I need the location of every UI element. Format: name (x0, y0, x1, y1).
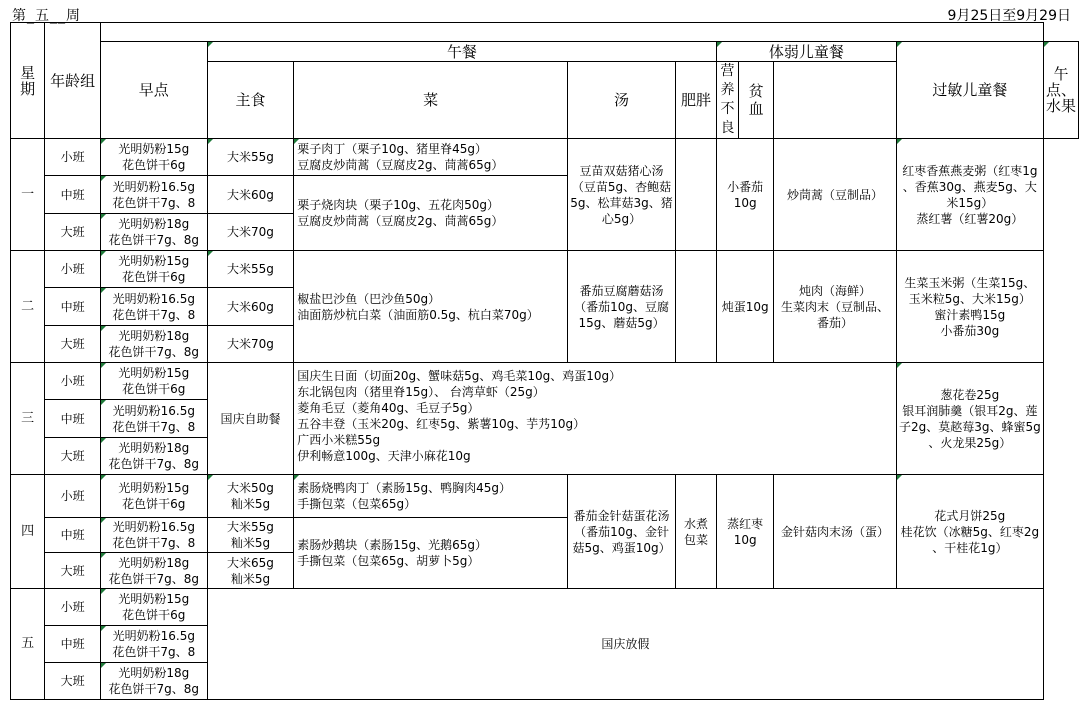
day-name: 五 (11, 589, 45, 700)
staple-cell: 大米55g (207, 139, 293, 176)
dish-cell: 素肠烧鸭肉丁（素肠15g、鸭胸肉45g） 手撕包菜（包菜65g） (294, 475, 568, 518)
age-group: 大班 (45, 214, 100, 251)
age-group: 中班 (45, 288, 100, 326)
age-group: 大班 (45, 663, 100, 700)
age-group: 中班 (45, 400, 100, 438)
staple-cell: 大米60g (207, 288, 293, 326)
breakfast-cell: 光明奶粉18g 花色饼干7g、8g (100, 326, 207, 363)
age-group: 小班 (45, 589, 100, 626)
staple-cell: 大米70g (207, 214, 293, 251)
col-allergy-meal: 过敏儿童餐 (896, 42, 1043, 139)
col-dish: 菜 (294, 62, 568, 139)
malnutrition-anemia-cell: 小番茄 10g (717, 139, 774, 251)
breakfast-cell: 光明奶粉18g 花色饼干7g、8g (100, 663, 207, 700)
day-name: 一 (11, 139, 45, 251)
day-name: 三 (11, 363, 45, 475)
dish-cell: 栗子肉丁（栗子10g、猪里脊45g） 豆腐皮炒茼蒿（豆腐皮2g、茼蒿65g） (294, 139, 568, 176)
dish-cell: 栗子烧肉块（栗子10g、五花肉50g） 豆腐皮炒茼蒿（豆腐皮2g、茼蒿65g） (294, 176, 568, 251)
obese-cell: 水煮 包菜 (676, 475, 717, 589)
col-lunch: 午餐 (207, 42, 716, 62)
snack-cell: 花式月饼25g 桂花饮（冰糖5g、红枣2g 、干桂花1g） (896, 475, 1043, 589)
dish-cell: 国庆生日面（切面20g、蟹味菇5g、鸡毛菜10g、鸡蛋10g） 东北锅包肉（猪里脊15g）、 台湾草虾（25g） 菱角毛豆（菱角40g、毛豆子5g） 五谷丰登（玉米20g、红枣5g、紫薯10g、芋艿10g） 广西小米糕55g 伊利畅意100g、天津小麻花10g (294, 363, 896, 475)
age-group: 中班 (45, 626, 100, 663)
age-group: 大班 (45, 438, 100, 475)
col-snack-fruit: 午点、水果 (1044, 42, 1079, 139)
breakfast-cell: 光明奶粉18g 花色饼干7g、8g (100, 438, 207, 475)
breakfast-cell: 光明奶粉15g 花色饼干6g (100, 363, 207, 400)
breakfast-cell: 光明奶粉16.5g 花色饼干7g、8 (100, 288, 207, 326)
day-name: 四 (11, 475, 45, 589)
obese-cell (676, 251, 717, 363)
holiday-cell: 国庆放假 (207, 589, 1043, 700)
breakfast-cell: 光明奶粉18g 花色饼干7g、8g (100, 214, 207, 251)
breakfast-cell: 光明奶粉16.5g 花色饼干7g、8 (100, 518, 207, 553)
sheet-header (0, 0, 1079, 24)
staple-cell: 大米60g (207, 176, 293, 214)
breakfast-cell: 光明奶粉16.5g 花色饼干7g、8 (100, 400, 207, 438)
age-group: 小班 (45, 251, 100, 288)
col-obese: 肥胖 (676, 62, 717, 139)
staple-cell: 大米50g 籼米5g (207, 475, 293, 518)
age-group: 中班 (45, 176, 100, 214)
malnutrition-anemia-cell: 炖蛋10g (717, 251, 774, 363)
snack-cell: 葱花卷25g 银耳润肺羹（银耳2g、莲 子2g、莫趑莓3g、蜂蜜5g 、火龙果25g） (896, 363, 1043, 475)
breakfast-cell: 光明奶粉15g 花色饼干6g (100, 589, 207, 626)
snack-cell: 红枣香蕉燕麦粥（红枣1g 、香蕉30g、燕麦5g、大 米15g） 蒸红薯（红薯20g） (896, 139, 1043, 251)
age-group: 中班 (45, 518, 100, 553)
obese-cell (676, 139, 717, 251)
breakfast-cell: 光明奶粉15g 花色饼干6g (100, 139, 207, 176)
age-group: 大班 (45, 326, 100, 363)
menu-table (10, 22, 1079, 700)
breakfast-cell: 光明奶粉16.5g 花色饼干7g、8 (100, 626, 207, 663)
dish-cell: 素肠炒鹅块（素肠15g、光鹅65g） 手撕包菜（包菜65g、胡萝卜5g） (294, 518, 568, 589)
soup-cell: 豆苗双菇猪心汤 （豆苗5g、杏鲍菇 5g、松茸菇3g、猪 心5g） (568, 139, 676, 251)
breakfast-cell: 光明奶粉16.5g 花色饼干7g、8 (100, 176, 207, 214)
allergy-cell: 金针菇肉末汤（蛋） (774, 475, 896, 589)
col-anemia: 贫 血 (738, 62, 773, 139)
allergy-cell: 炖肉（海鲜） 生菜肉末（豆制品、 番茄） (774, 251, 896, 363)
col-soup: 汤 (568, 62, 676, 139)
header-blank (100, 23, 1043, 42)
col-malnutrition: 营 养 不 良 (717, 62, 739, 139)
staple-cell: 大米70g (207, 326, 293, 363)
col-weak-meal: 体弱儿童餐 (717, 42, 897, 62)
snack-cell: 生菜玉米粥（生菜15g、 玉米粒5g、大米15g） 蜜汁素鸭15g 小番茄30g (896, 251, 1043, 363)
staple-cell: 大米65g 籼米5g (207, 553, 293, 589)
allergy-cell: 炒茼蒿（豆制品） (774, 139, 896, 251)
col-age-group: 年龄组 (45, 23, 100, 139)
breakfast-cell: 光明奶粉15g 花色饼干6g (100, 475, 207, 518)
soup-cell: 番茄金针菇蛋花汤 （番茄10g、金针 菇5g、鸡蛋10g） (568, 475, 676, 589)
date-range: 9月25日至9月29日 (947, 8, 1071, 24)
col-staple: 主食 (207, 62, 293, 139)
week-label: 第_五__周 (12, 8, 81, 24)
malnutrition-anemia-cell: 蒸红枣 10g (717, 475, 774, 589)
breakfast-cell: 光明奶粉15g 花色饼干6g (100, 251, 207, 288)
age-group: 小班 (45, 363, 100, 400)
age-group: 大班 (45, 553, 100, 589)
age-group: 小班 (45, 475, 100, 518)
col-breakfast: 早点 (100, 42, 207, 139)
soup-cell: 番茄豆腐蘑菇汤 （番茄10g、豆腐 15g、蘑菇5g） (568, 251, 676, 363)
staple-cell: 国庆自助餐 (207, 363, 293, 475)
age-group: 小班 (45, 139, 100, 176)
staple-cell: 大米55g (207, 251, 293, 288)
staple-cell: 大米55g 籼米5g (207, 518, 293, 553)
breakfast-cell: 光明奶粉18g 花色饼干7g、8g (100, 553, 207, 589)
dish-cell: 椒盐巴沙鱼（巴沙鱼50g） 油面筋炒杭白菜（油面筋0.5g、杭白菜70g） (294, 251, 568, 363)
col-day: 星 期 (11, 23, 45, 139)
day-name: 二 (11, 251, 45, 363)
